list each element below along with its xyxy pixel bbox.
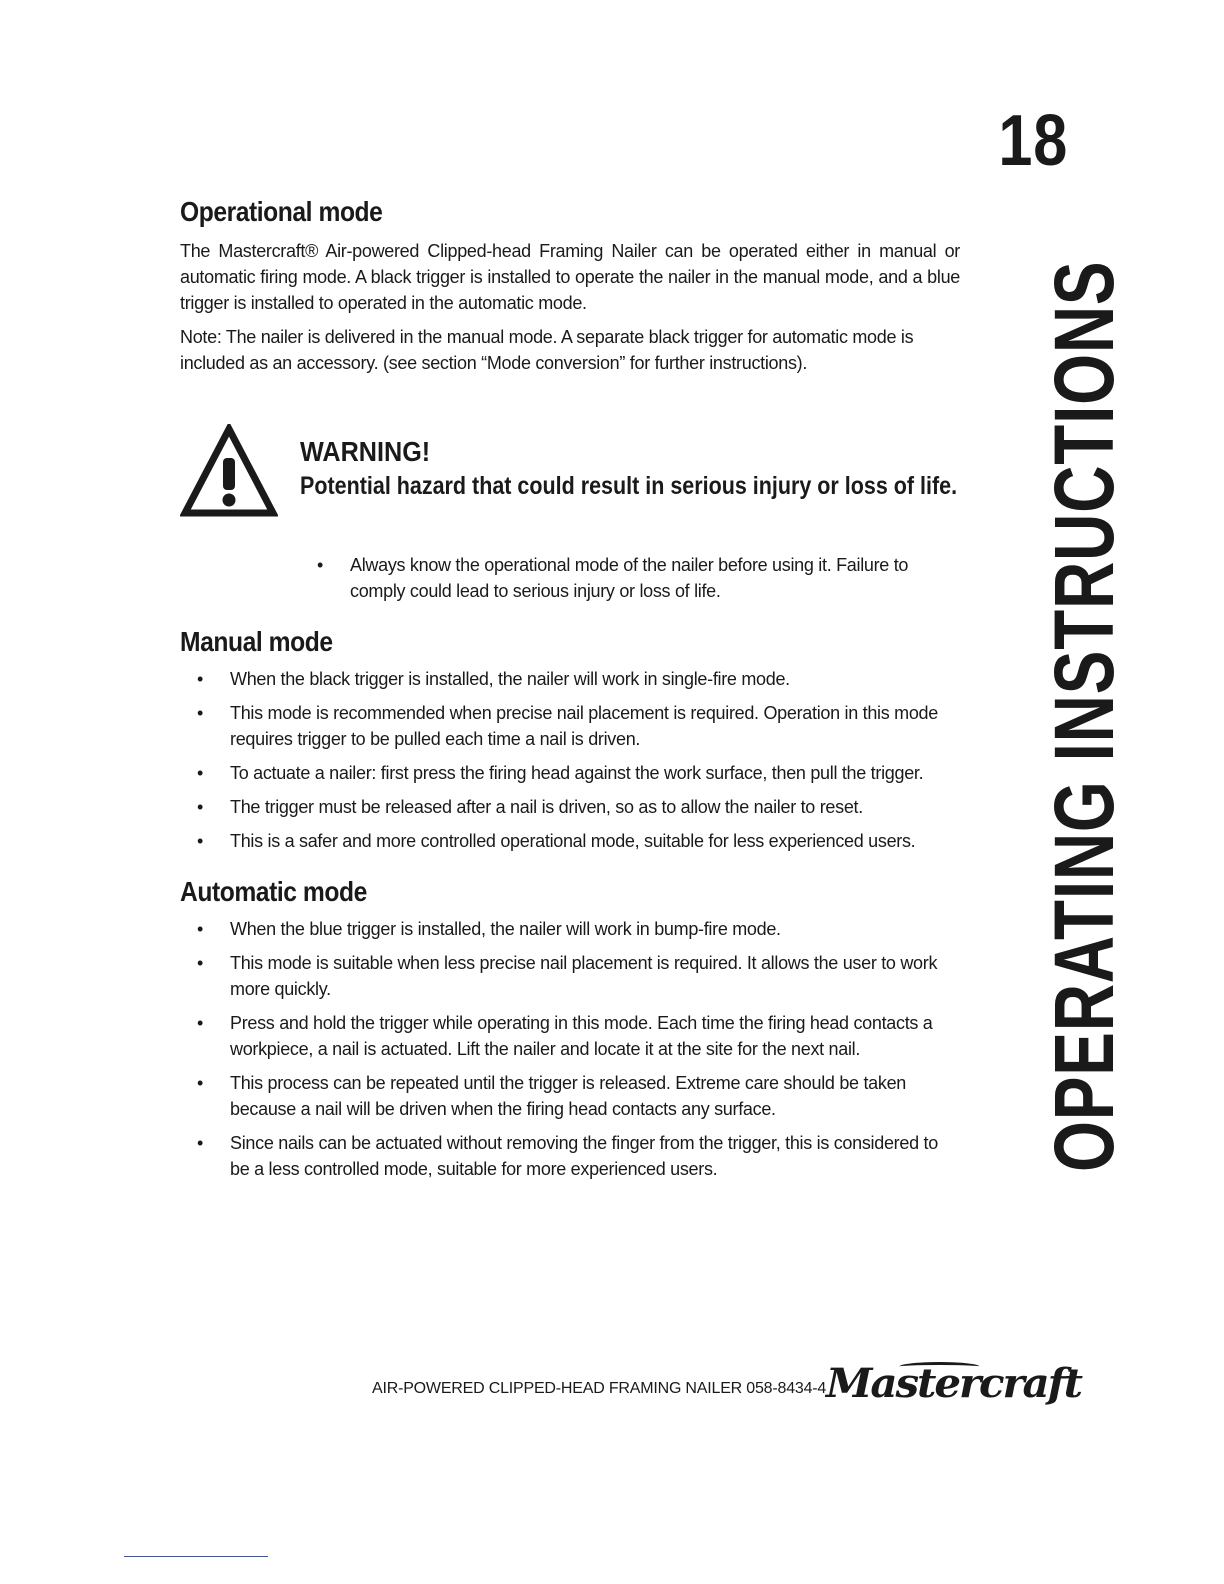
operational-mode-heading: Operational mode [180,196,383,227]
list-item: • When the black trigger is installed, the nailer will work in single-fire mode. [180,666,960,692]
list-item: • This is a safer and more controlled operational mode, suitable for less experienced users. [180,828,960,854]
operational-mode-paragraph: The Mastercraft® Air-powered Clipped-head Framing Nailer can be operated either in manual or automatic firing mode. A black trigger is installed to operate the nailer in the manual mode, and a blue trigger is installed to operated in the automatic mode. [180,241,960,313]
manual-mode-list [180,666,960,854]
section-side-title: OPERATING INSTRUCTIONS [1037,260,1131,1172]
list-item: • Press and hold the trigger while operating in this mode. Each time the firing head contacts a workpiece, a nail is actuated. Lift the nailer and locate it at the site for the next nail. [180,1010,960,1062]
manual-mode-heading: Manual mode [180,626,333,657]
automatic-mode-section [180,876,960,1182]
warning-block [180,424,960,544]
warning-list [300,552,960,604]
automatic-mode-heading: Automatic mode [180,876,367,907]
operational-mode-note: Note: The nailer is delivered in the manual mode. A separate black trigger for automatic mode is included as an accessory. (see section “Mode conversion” for further instructions). [180,327,914,373]
list-item: • Since nails can be actuated without removing the finger from the trigger, this is considered to be a less controlled mode, suitable for more experienced users. [180,1130,960,1182]
list-item: • Always know the operational mode of the nailer before using it. Failure to comply could lead to serious injury or loss of life. [300,552,960,604]
list-item: • When the blue trigger is installed, the nailer will work in bump-fire mode. [180,916,960,942]
page-number: 18 [998,101,1068,181]
list-item: • To actuate a nailer: first press the firing head against the work surface, then pull the trigger. [180,760,960,786]
warning-subtitle: Potential hazard that could result in serious injury or loss of life. [300,472,958,500]
footer-divider [124,1556,268,1557]
footer-product-name: AIR-POWERED CLIPPED-HEAD FRAMING NAILER 058-8434-4 [372,1380,827,1397]
list-item: • This mode is suitable when less precise nail placement is required. It allows the user to work more quickly. [180,950,960,1002]
mastercraft-logo: Mastercraft [826,1360,1081,1407]
manual-mode-section [180,626,960,854]
warning-title: WARNING! [300,436,431,467]
list-item: • This process can be repeated until the trigger is released. Extreme care should be taken because a nail will be driven when the firing head contacts any surface. [180,1070,960,1122]
list-item: • The trigger must be released after a nail is driven, so as to allow the nailer to reset. [180,794,960,820]
automatic-mode-list [180,916,960,1182]
list-item: • This mode is recommended when precise nail placement is required. Operation in this mode requires trigger to be pulled each time a nail is driven. [180,700,960,752]
warning-triangle-icon [180,424,278,518]
main-content [180,196,960,1182]
